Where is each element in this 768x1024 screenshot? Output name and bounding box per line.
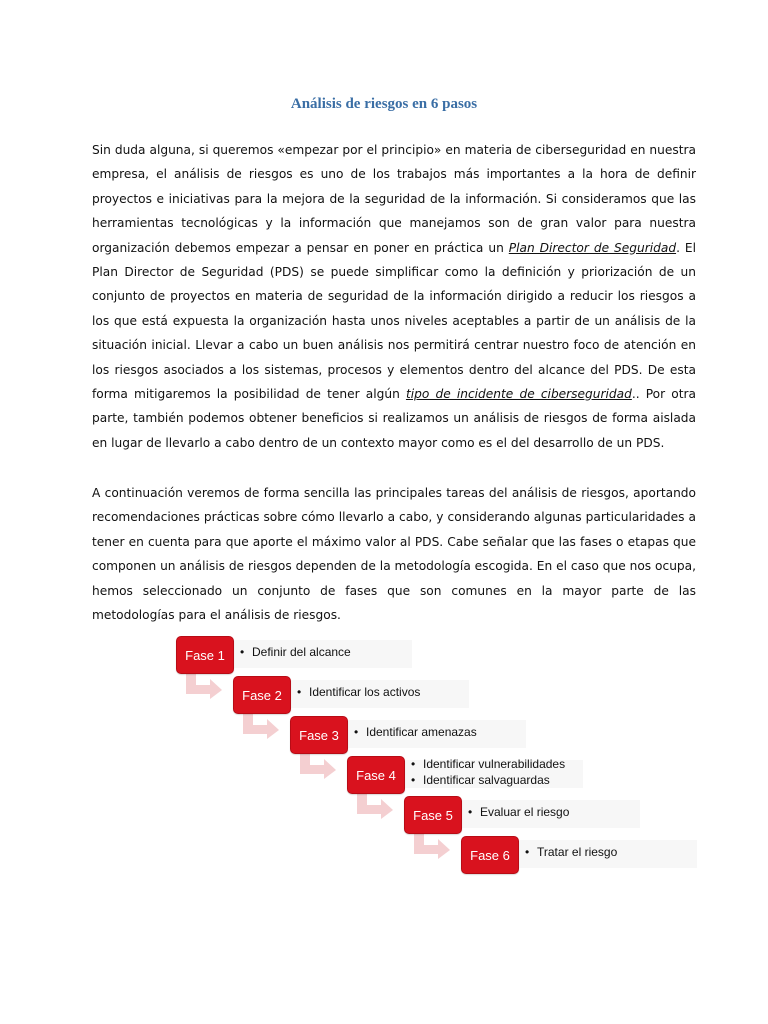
phase-box-4: Fase 4 bbox=[347, 756, 405, 794]
phase-bullet-item: • Evaluar el riesgo bbox=[468, 804, 569, 820]
paragraph-intro bbox=[92, 138, 696, 455]
phase-box-5: Fase 5 bbox=[404, 796, 462, 834]
phase-box-3: Fase 3 bbox=[290, 716, 348, 754]
phase-arrow-icon bbox=[355, 793, 395, 819]
phase-bullets-5 bbox=[468, 804, 569, 820]
phase-arrow-icon bbox=[298, 753, 338, 779]
phase-arrow-icon bbox=[412, 833, 452, 859]
phase-box-1: Fase 1 bbox=[176, 636, 234, 674]
phase-bullet-item: • Identificar amenazas bbox=[354, 724, 477, 740]
phase-bullet-item: • Tratar el riesgo bbox=[525, 844, 617, 860]
phase-arrow-icon bbox=[241, 713, 281, 739]
phase-bullet-item: • Identificar vulnerabilidades bbox=[411, 756, 565, 772]
phase-box-2: Fase 2 bbox=[233, 676, 291, 714]
phase-bullets-1 bbox=[240, 644, 351, 660]
phase-arrow-icon bbox=[184, 673, 224, 699]
phase-bullets-4 bbox=[411, 756, 565, 788]
document-title: Análisis de riesgos en 6 pasos bbox=[290, 96, 478, 112]
paragraph-intro-text-2: . El Plan Director de Seguridad (PDS) se puede simplificar como la definición y priorización de un conjunto de proyectos en materia de seguridad de la información dirigido a reducir los riesgos a los que está expuesta la organización hasta unos niveles aceptables a partir de un análisis de la situación inicial. Llevar a cabo un buen análisis nos permitirá centrar nuestro foco de atención en los riesgos asociados a los sistemas, procesos y elementos dentro del alcance del PDS. De esta forma mitigaremos la posibilidad de tener algún bbox=[92, 240, 696, 402]
phase-box-6: Fase 6 bbox=[461, 836, 519, 874]
plan-director-link[interactable]: Plan Director de Seguridad bbox=[508, 240, 677, 255]
phase-bullets-6 bbox=[525, 844, 617, 860]
phase-bullets-2 bbox=[297, 684, 420, 700]
risk-analysis-phases-diagram bbox=[172, 632, 632, 882]
incident-type-link[interactable]: tipo de incidente de ciberseguridad bbox=[405, 387, 632, 402]
paragraph-steps-intro: A continuación veremos de forma sencilla las principales tareas del análisis de riesgos, aportando recomendaciones prácticas sobre cómo llevarlo a cabo, y considerando algunas particularidades a tener en cuenta para que aporte el máximo valor al PDS. Cabe señalar que las fases o etapas que componen un análisis de riesgos dependen de la metodología escogida. En el caso que nos ocupa, hemos seleccionado un conjunto de fases que son comunes en la mayor parte de las metodologías para el análisis de riesgos. bbox=[92, 486, 696, 623]
phase-bullet-item: • Identificar los activos bbox=[297, 684, 420, 700]
phase-bullet-item: • Definir del alcance bbox=[240, 644, 351, 660]
paragraph-intro-text-1: Sin duda alguna, si queremos «empezar por el principio» en materia de ciberseguridad en nuestra empresa, el análisis de riesgos es uno de los trabajos más importantes a la hora de definir proyectos e iniciativas para la mejora de la seguridad de la información. Si consideramos que las herramientas tecnológicas y la información que manejamos son de gran valor para nuestra organización debemos empezar a pensar en poner en práctica un bbox=[92, 143, 696, 255]
phase-bullet-item: • Identificar salvaguardas bbox=[411, 772, 565, 788]
paragraph-intro-text-3: .. Por otra parte, también podemos obtener beneficios si realizamos un análisis de riesgos de forma aislada en lugar de llevarlo a cabo dentro de un contexto mayor como es el del desarrollo de un PDS. bbox=[92, 387, 697, 450]
phase-bullets-3 bbox=[354, 724, 477, 740]
